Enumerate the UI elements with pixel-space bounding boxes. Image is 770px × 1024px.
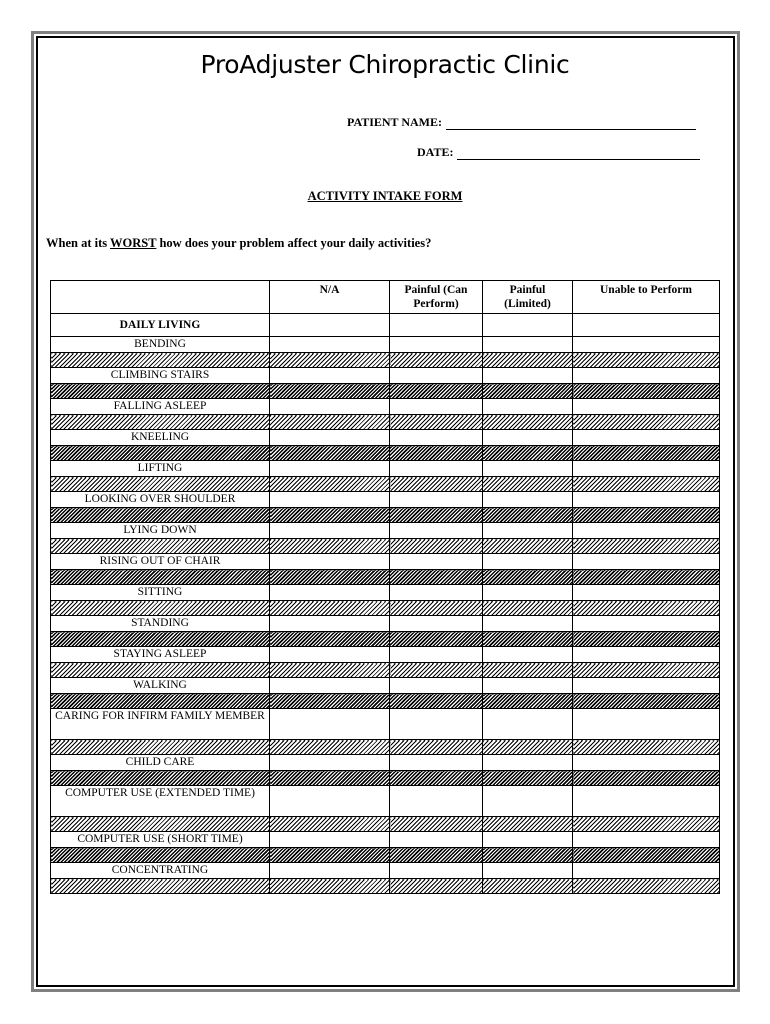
response-cell[interactable] — [483, 368, 573, 384]
hatched-cell — [390, 740, 483, 755]
hatched-cell — [270, 601, 390, 616]
response-cell[interactable] — [483, 832, 573, 848]
activity-label: FALLING ASLEEP — [51, 399, 270, 415]
hatched-cell — [390, 817, 483, 832]
hatched-cell — [51, 539, 270, 554]
hatched-cell — [483, 663, 573, 678]
response-cell[interactable] — [390, 678, 483, 694]
response-cell[interactable] — [270, 368, 390, 384]
hatched-cell — [573, 601, 720, 616]
hatched-cell — [270, 539, 390, 554]
response-cell[interactable] — [390, 399, 483, 415]
hatched-cell — [483, 848, 573, 863]
hatched-cell — [51, 848, 270, 863]
hatched-cell — [390, 694, 483, 709]
hatched-cell — [390, 508, 483, 523]
hatched-cell — [573, 477, 720, 492]
hatched-cell — [483, 415, 573, 430]
activity-label: CONCENTRATING — [51, 863, 270, 879]
hatched-cell — [270, 477, 390, 492]
section-row — [51, 314, 720, 337]
activity-label: COMPUTER USE (EXTENDED TIME) — [51, 786, 270, 817]
hatched-cell — [51, 879, 270, 894]
response-cell[interactable] — [483, 337, 573, 353]
shaded-separator-row — [51, 477, 720, 492]
hatched-cell — [51, 570, 270, 585]
shaded-separator-row — [51, 601, 720, 616]
hatched-cell — [483, 601, 573, 616]
response-cell[interactable] — [390, 554, 483, 570]
hatched-cell — [573, 740, 720, 755]
column-header: N/A — [270, 281, 390, 314]
hatched-cell — [573, 632, 720, 647]
hatched-cell — [270, 694, 390, 709]
response-cell[interactable] — [483, 585, 573, 601]
hatched-cell — [270, 570, 390, 585]
response-cell[interactable] — [573, 647, 720, 663]
activity-row — [51, 461, 720, 477]
activity-row — [51, 786, 720, 817]
response-cell[interactable] — [573, 554, 720, 570]
hatched-cell — [270, 740, 390, 755]
hatched-cell — [483, 353, 573, 368]
hatched-cell — [390, 879, 483, 894]
response-cell[interactable] — [483, 399, 573, 415]
column-header: Painful (Can Perform) — [390, 281, 483, 314]
hatched-cell — [483, 570, 573, 585]
activity-row — [51, 616, 720, 632]
response-cell[interactable] — [270, 678, 390, 694]
response-cell[interactable] — [483, 863, 573, 879]
activity-table — [50, 280, 720, 894]
activity-label: CLIMBING STAIRS — [51, 368, 270, 384]
hatched-cell — [390, 446, 483, 461]
response-cell[interactable] — [270, 832, 390, 848]
hatched-cell — [573, 848, 720, 863]
response-cell[interactable] — [390, 786, 483, 817]
activity-label: KNEELING — [51, 430, 270, 446]
hatched-cell — [390, 384, 483, 399]
shaded-separator-row — [51, 632, 720, 647]
activity-label: RISING OUT OF CHAIR — [51, 554, 270, 570]
response-cell[interactable] — [270, 523, 390, 539]
response-cell[interactable] — [573, 863, 720, 879]
patient-name-field[interactable] — [347, 115, 696, 130]
hatched-cell — [483, 879, 573, 894]
response-cell[interactable] — [390, 368, 483, 384]
column-header: Painful (Limited) — [483, 281, 573, 314]
response-cell[interactable] — [270, 492, 390, 508]
response-cell[interactable] — [390, 832, 483, 848]
hatched-cell — [270, 879, 390, 894]
response-cell[interactable] — [573, 399, 720, 415]
hatched-cell — [573, 446, 720, 461]
activity-row — [51, 430, 720, 446]
hatched-cell — [573, 694, 720, 709]
patient-name-line[interactable] — [446, 118, 696, 130]
response-cell[interactable] — [390, 755, 483, 771]
response-cell[interactable] — [573, 832, 720, 848]
hatched-cell — [483, 477, 573, 492]
hatched-cell — [390, 415, 483, 430]
section-empty-cell — [573, 314, 720, 337]
column-header: Unable to Perform — [573, 281, 720, 314]
shaded-separator-row — [51, 694, 720, 709]
hatched-cell — [51, 740, 270, 755]
hatched-cell — [483, 508, 573, 523]
response-cell[interactable] — [483, 647, 573, 663]
hatched-cell — [573, 384, 720, 399]
question-text: When at its WORST how does your problem affect your daily activities? — [46, 236, 432, 250]
response-cell[interactable] — [573, 678, 720, 694]
response-cell[interactable] — [270, 755, 390, 771]
hatched-cell — [390, 632, 483, 647]
date-label: DATE: — [417, 145, 454, 159]
response-cell[interactable] — [270, 430, 390, 446]
response-cell[interactable] — [483, 430, 573, 446]
hatched-cell — [51, 663, 270, 678]
response-cell[interactable] — [573, 337, 720, 353]
response-cell[interactable] — [573, 523, 720, 539]
response-cell[interactable] — [270, 786, 390, 817]
response-cell[interactable] — [270, 399, 390, 415]
shaded-separator-row — [51, 740, 720, 755]
section-empty-cell — [270, 314, 390, 337]
activity-label: COMPUTER USE (SHORT TIME) — [51, 832, 270, 848]
hatched-cell — [270, 415, 390, 430]
response-cell[interactable] — [573, 368, 720, 384]
section-label: DAILY LIVING — [51, 314, 270, 337]
shaded-separator-row — [51, 771, 720, 786]
activity-label: BENDING — [51, 337, 270, 353]
response-cell[interactable] — [270, 709, 390, 740]
activity-label: LIFTING — [51, 461, 270, 477]
response-cell[interactable] — [270, 647, 390, 663]
activity-row — [51, 755, 720, 771]
response-cell[interactable] — [483, 461, 573, 477]
hatched-cell — [483, 539, 573, 554]
hatched-cell — [483, 446, 573, 461]
response-cell[interactable] — [483, 492, 573, 508]
hatched-cell — [270, 446, 390, 461]
shaded-separator-row — [51, 817, 720, 832]
response-cell[interactable] — [270, 337, 390, 353]
activity-row — [51, 832, 720, 848]
hatched-cell — [390, 601, 483, 616]
patient-name-label: PATIENT NAME: — [347, 115, 443, 129]
hatched-cell — [270, 353, 390, 368]
response-cell[interactable] — [270, 461, 390, 477]
activity-label: SITTING — [51, 585, 270, 601]
response-cell[interactable] — [390, 709, 483, 740]
activity-row — [51, 492, 720, 508]
hatched-cell — [573, 663, 720, 678]
response-cell[interactable] — [483, 786, 573, 817]
hatched-cell — [51, 632, 270, 647]
shaded-separator-row — [51, 663, 720, 678]
hatched-cell — [390, 353, 483, 368]
activity-row — [51, 709, 720, 740]
hatched-cell — [51, 446, 270, 461]
activity-row — [51, 523, 720, 539]
activity-row — [51, 399, 720, 415]
section-empty-cell — [483, 314, 573, 337]
shaded-separator-row — [51, 384, 720, 399]
hatched-cell — [483, 740, 573, 755]
activity-label: STANDING — [51, 616, 270, 632]
hatched-cell — [483, 632, 573, 647]
hatched-cell — [51, 601, 270, 616]
response-cell[interactable] — [270, 616, 390, 632]
hatched-cell — [51, 477, 270, 492]
hatched-cell — [573, 415, 720, 430]
hatched-cell — [390, 663, 483, 678]
response-cell[interactable] — [573, 786, 720, 817]
shaded-separator-row — [51, 570, 720, 585]
shaded-separator-row — [51, 879, 720, 894]
hatched-cell — [270, 663, 390, 678]
hatched-cell — [270, 848, 390, 863]
shaded-separator-row — [51, 446, 720, 461]
response-cell[interactable] — [573, 616, 720, 632]
activity-label: CARING FOR INFIRM FAMILY MEMBER — [51, 709, 270, 740]
hatched-cell — [270, 817, 390, 832]
response-cell[interactable] — [390, 492, 483, 508]
activity-row — [51, 863, 720, 879]
activity-row — [51, 647, 720, 663]
response-cell[interactable] — [573, 585, 720, 601]
hatched-cell — [51, 353, 270, 368]
response-cell[interactable] — [390, 337, 483, 353]
date-line[interactable] — [457, 148, 700, 160]
question-emphasis: WORST — [110, 236, 157, 250]
shaded-separator-row — [51, 539, 720, 554]
activity-row — [51, 585, 720, 601]
hatched-cell — [51, 771, 270, 786]
column-header — [51, 281, 270, 314]
response-cell[interactable] — [390, 863, 483, 879]
section-empty-cell — [390, 314, 483, 337]
response-cell[interactable] — [483, 523, 573, 539]
hatched-cell — [573, 879, 720, 894]
hatched-cell — [390, 570, 483, 585]
activity-label: STAYING ASLEEP — [51, 647, 270, 663]
hatched-cell — [270, 384, 390, 399]
hatched-cell — [390, 771, 483, 786]
table-header-row — [51, 281, 720, 314]
response-cell[interactable] — [390, 647, 483, 663]
shaded-separator-row — [51, 415, 720, 430]
hatched-cell — [51, 415, 270, 430]
response-cell[interactable] — [390, 523, 483, 539]
response-cell[interactable] — [270, 863, 390, 879]
activity-label: WALKING — [51, 678, 270, 694]
response-cell[interactable] — [270, 585, 390, 601]
response-cell[interactable] — [390, 430, 483, 446]
activity-row — [51, 337, 720, 353]
hatched-cell — [573, 817, 720, 832]
response-cell[interactable] — [270, 554, 390, 570]
clinic-title: ProAdjuster Chiropractic Clinic — [200, 50, 570, 79]
hatched-cell — [573, 353, 720, 368]
response-cell[interactable] — [573, 461, 720, 477]
hatched-cell — [390, 477, 483, 492]
date-field[interactable] — [417, 145, 700, 160]
shaded-separator-row — [51, 353, 720, 368]
activity-row — [51, 368, 720, 384]
hatched-cell — [51, 384, 270, 399]
hatched-cell — [483, 771, 573, 786]
activity-row — [51, 678, 720, 694]
response-cell[interactable] — [483, 678, 573, 694]
response-cell[interactable] — [573, 430, 720, 446]
activity-label: CHILD CARE — [51, 755, 270, 771]
activity-label: LOOKING OVER SHOULDER — [51, 492, 270, 508]
response-cell[interactable] — [390, 461, 483, 477]
response-cell[interactable] — [483, 709, 573, 740]
hatched-cell — [270, 632, 390, 647]
activity-label: LYING DOWN — [51, 523, 270, 539]
response-cell[interactable] — [573, 492, 720, 508]
hatched-cell — [483, 384, 573, 399]
hatched-cell — [573, 508, 720, 523]
hatched-cell — [390, 539, 483, 554]
hatched-cell — [573, 539, 720, 554]
hatched-cell — [51, 694, 270, 709]
response-cell[interactable] — [483, 616, 573, 632]
shaded-separator-row — [51, 508, 720, 523]
form-title: ACTIVITY INTAKE FORM — [307, 189, 463, 203]
hatched-cell — [51, 508, 270, 523]
response-cell[interactable] — [390, 585, 483, 601]
hatched-cell — [390, 848, 483, 863]
hatched-cell — [270, 508, 390, 523]
hatched-cell — [270, 771, 390, 786]
response-cell[interactable] — [483, 554, 573, 570]
hatched-cell — [573, 771, 720, 786]
response-cell[interactable] — [573, 755, 720, 771]
hatched-cell — [483, 694, 573, 709]
response-cell[interactable] — [483, 755, 573, 771]
shaded-separator-row — [51, 848, 720, 863]
hatched-cell — [573, 570, 720, 585]
hatched-cell — [51, 817, 270, 832]
response-cell[interactable] — [573, 709, 720, 740]
activity-row — [51, 554, 720, 570]
response-cell[interactable] — [390, 616, 483, 632]
hatched-cell — [483, 817, 573, 832]
